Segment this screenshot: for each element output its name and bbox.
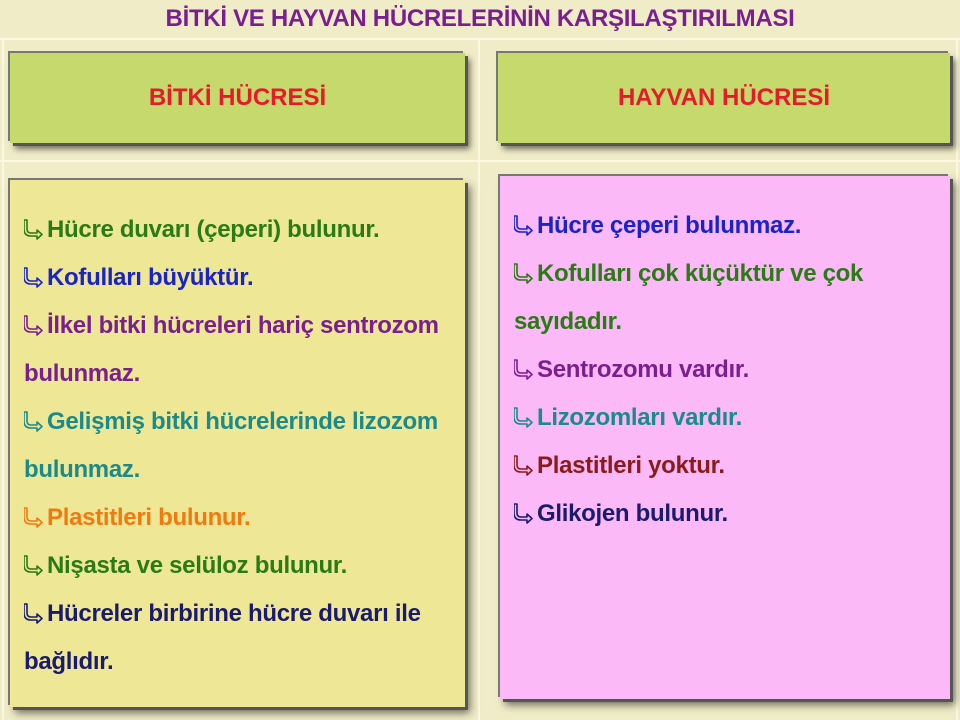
list-item bbox=[24, 590, 444, 686]
curved-arrow-bullet-icon bbox=[514, 358, 534, 380]
plant-cell-header-label: BİTKİ HÜCRESİ bbox=[148, 84, 327, 111]
animal-cell-header bbox=[498, 53, 950, 143]
curved-arrow-bullet-icon bbox=[514, 442, 534, 490]
divider bbox=[2, 38, 4, 720]
curved-arrow-bullet-icon bbox=[514, 262, 534, 284]
list-item bbox=[24, 206, 444, 254]
divider bbox=[478, 38, 480, 720]
list-item bbox=[24, 398, 444, 494]
curved-arrow-bullet-icon bbox=[24, 254, 44, 302]
curved-arrow-bullet-icon bbox=[24, 218, 44, 240]
list-item-text: Gelişmiş bitki hücrelerinde lizozom bulunmaz. bbox=[24, 408, 438, 483]
list-item bbox=[514, 202, 950, 250]
plant-cell-list bbox=[10, 180, 465, 707]
animal-cell-header-label: HAYVAN HÜCRESİ bbox=[617, 84, 831, 111]
list-item-text: Plastitleri bulunur. bbox=[47, 504, 251, 531]
list-item bbox=[514, 394, 950, 442]
list-item bbox=[24, 542, 444, 590]
divider bbox=[0, 38, 960, 40]
list-item-text: Hücre duvarı (çeperi) bulunur. bbox=[47, 216, 380, 243]
curved-arrow-bullet-icon bbox=[514, 394, 534, 442]
list-item-text: Plastitleri yoktur. bbox=[537, 452, 725, 479]
list-item-text: Lizozomları vardır. bbox=[537, 404, 743, 431]
list-item bbox=[24, 302, 444, 398]
list-item-text: Hücre çeperi bulunmaz. bbox=[537, 212, 802, 239]
list-item bbox=[514, 346, 950, 394]
page-title: BİTKİ VE HAYVAN HÜCRELERİNİN KARŞILAŞTIRILMASI bbox=[165, 5, 795, 32]
list-item-text: Nişasta ve selüloz bulunur. bbox=[47, 552, 347, 579]
curved-arrow-bullet-icon bbox=[24, 302, 44, 350]
list-item bbox=[514, 490, 950, 538]
curved-arrow-bullet-icon bbox=[514, 214, 534, 236]
curved-arrow-bullet-icon bbox=[514, 202, 534, 250]
curved-arrow-bullet-icon bbox=[24, 206, 44, 254]
animal-cell-list bbox=[500, 176, 950, 699]
list-item bbox=[514, 250, 950, 346]
curved-arrow-bullet-icon bbox=[24, 398, 44, 446]
curved-arrow-bullet-icon bbox=[24, 602, 44, 624]
list-item bbox=[24, 254, 444, 302]
curved-arrow-bullet-icon bbox=[24, 494, 44, 542]
divider bbox=[0, 160, 960, 162]
curved-arrow-bullet-icon bbox=[24, 266, 44, 288]
list-item bbox=[24, 494, 444, 542]
list-item-text: İlkel bitki hücreleri hariç sentrozom bulunmaz. bbox=[24, 312, 439, 387]
curved-arrow-bullet-icon bbox=[24, 542, 44, 590]
plant-cell-header bbox=[10, 53, 465, 143]
curved-arrow-bullet-icon bbox=[24, 554, 44, 576]
list-item-text: Sentrozomu vardır. bbox=[537, 356, 749, 383]
list-item-text: Glikojen bulunur. bbox=[537, 500, 728, 527]
curved-arrow-bullet-icon bbox=[514, 490, 534, 538]
curved-arrow-bullet-icon bbox=[514, 250, 534, 298]
curved-arrow-bullet-icon bbox=[24, 410, 44, 432]
divider bbox=[956, 38, 958, 720]
curved-arrow-bullet-icon bbox=[514, 502, 534, 524]
curved-arrow-bullet-icon bbox=[24, 506, 44, 528]
list-item-text: Kofulları büyüktür. bbox=[47, 264, 254, 291]
list-item bbox=[514, 442, 950, 490]
curved-arrow-bullet-icon bbox=[24, 590, 44, 638]
list-item-text: Hücreler birbirine hücre duvarı ile bağlıdır. bbox=[24, 600, 421, 675]
list-item-text: Kofulları çok küçüktür ve çok sayıdadır. bbox=[514, 260, 864, 335]
curved-arrow-bullet-icon bbox=[514, 346, 534, 394]
curved-arrow-bullet-icon bbox=[514, 454, 534, 476]
curved-arrow-bullet-icon bbox=[514, 406, 534, 428]
curved-arrow-bullet-icon bbox=[24, 314, 44, 336]
